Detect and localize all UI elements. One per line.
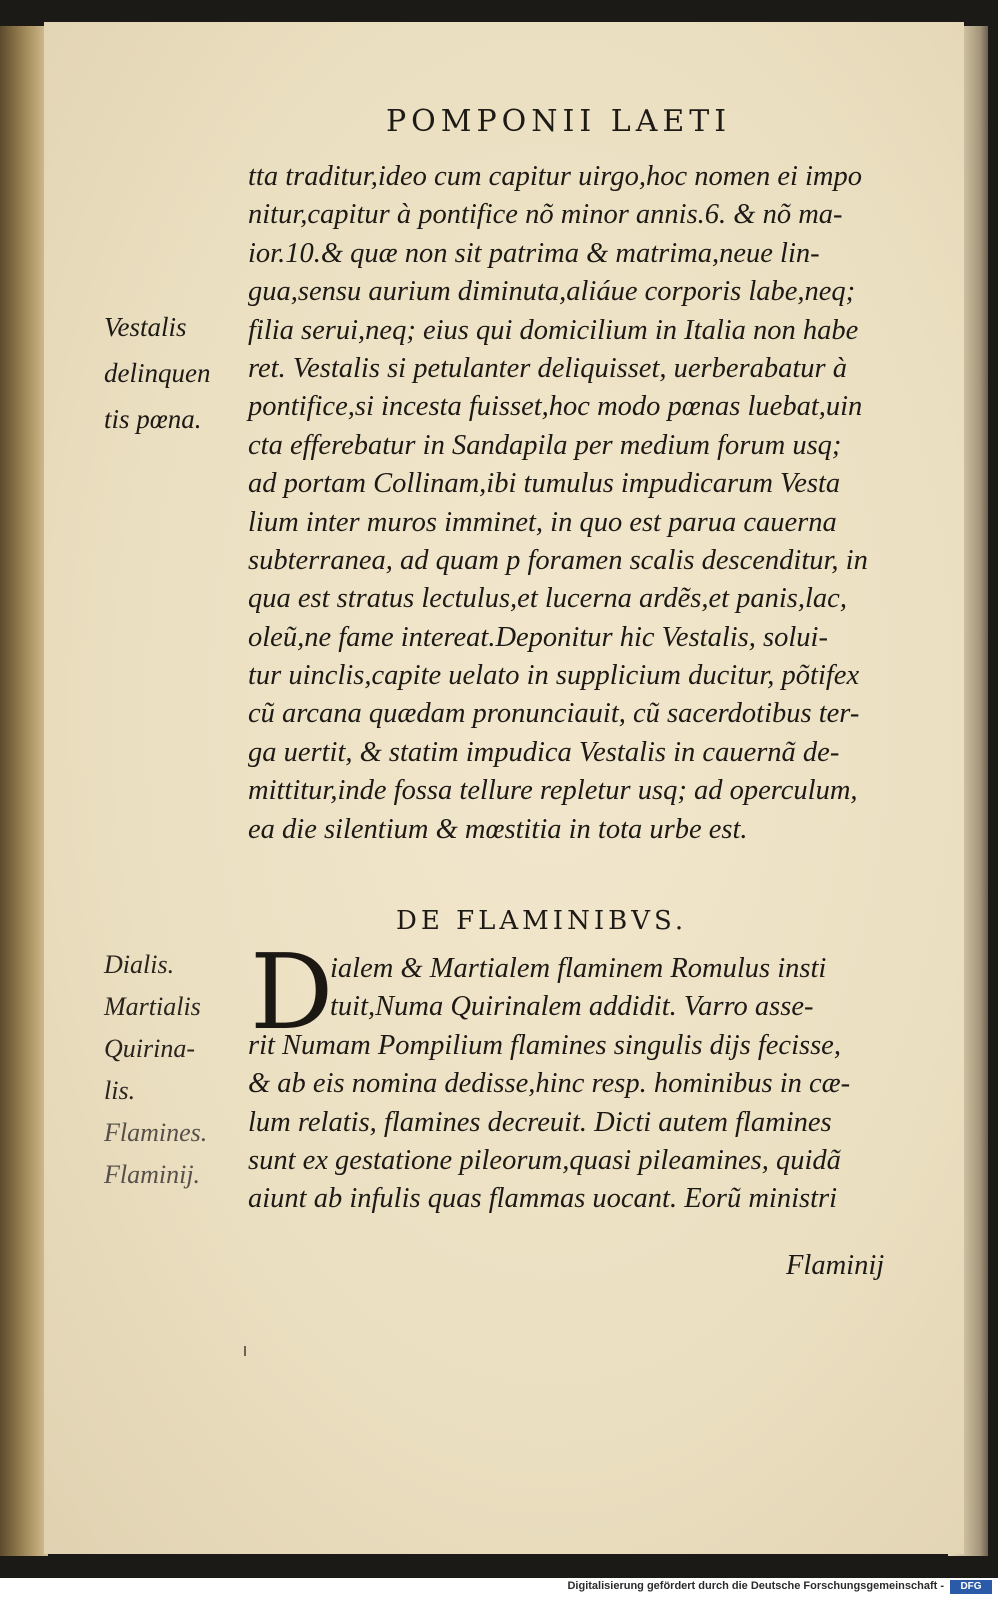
margin-note-line: tis pœna. bbox=[104, 404, 202, 434]
text-line: gua,sensu aurium diminuta,aliáue corporis labe,neq; bbox=[248, 276, 856, 308]
text-line: ad portam Collinam,ibi tumulus impudicarum Vesta bbox=[248, 468, 841, 500]
body-text bbox=[248, 158, 908, 849]
text-line: aiunt ab infulis quas flammas uocant. Eorũ ministri bbox=[248, 1183, 838, 1215]
text-line: ga uertit, & statim impudica Vestalis in cauernã de- bbox=[248, 736, 840, 768]
book-fore-edge bbox=[0, 26, 48, 1556]
text-line: mittitur,inde fossa tellure repletur usq; ad operculum, bbox=[248, 775, 858, 807]
footer-bar bbox=[0, 1578, 1000, 1598]
margin-note-line: Flaminij. bbox=[104, 1160, 201, 1189]
text-line: cta efferebatur in Sandapila per medium forum usq; bbox=[248, 429, 842, 461]
margin-note-line: delinquen bbox=[104, 358, 211, 388]
margin-note-vestalis bbox=[104, 304, 244, 442]
text-line: ialem & Martialem flaminem Romulus insti bbox=[330, 953, 827, 984]
dfg-logo: DFG bbox=[950, 1580, 992, 1594]
text-line: lium inter muros imminet, in quo est parua cauerna bbox=[248, 506, 837, 538]
text-line: oleũ,ne fame intereat.Deponitur hic Vestalis, solui- bbox=[248, 621, 828, 653]
text-line: ior.10.& quæ non sit patrima & matrima,neue lin- bbox=[248, 237, 820, 269]
text-line: qua est stratus lectulus,et lucerna ardẽs,et panis,lac, bbox=[248, 583, 847, 615]
margin-note-line: Dialis. bbox=[104, 950, 175, 979]
margin-notes-flamines bbox=[104, 944, 244, 1196]
text-line: rit Numam Pompilium flamines singulis dijs fecisse, bbox=[248, 1029, 841, 1061]
text-line: ret. Vestalis si petulanter deliquisset, uerberabatur à bbox=[248, 352, 847, 384]
drop-cap-initial: D bbox=[250, 931, 334, 1053]
funding-credit: Digitalisierung gefördert durch die Deutsche Forschungsgemeinschaft - bbox=[567, 1580, 944, 1592]
section-text bbox=[248, 950, 908, 1219]
text-line: & ab eis nomina dedisse,hinc resp. hominibus in cæ- bbox=[248, 1068, 851, 1100]
margin-note-line: Martialis bbox=[104, 992, 201, 1021]
catchword: Flaminij bbox=[786, 1250, 885, 1281]
text-line: pontifice,si incesta fuisset,hoc modo pœnas luebat,uin bbox=[248, 391, 863, 423]
ink-mark bbox=[244, 1346, 246, 1356]
margin-note-line: Flamines. bbox=[104, 1118, 208, 1147]
margin-note-line: lis. bbox=[104, 1076, 136, 1105]
margin-note-line: Quirina- bbox=[104, 1034, 195, 1063]
text-line: tur uinclis,capite uelato in supplicium ducitur, põtifex bbox=[248, 660, 860, 692]
text-line: filia serui,neq; eius qui domicilium in Italia non habe bbox=[248, 314, 859, 346]
text-line: ea die silentium & mœstitia in tota urbe est. bbox=[248, 813, 748, 845]
running-head: POMPONII LAETI bbox=[386, 104, 732, 139]
text-line: nitur,capitur à pontifice nõ minor annis.6. & nõ ma- bbox=[248, 199, 843, 231]
text-line: cũ arcana quædam pronunciauit, cũ sacerdotibus ter- bbox=[248, 698, 860, 730]
text-line: subterranea, ad quam p foramen scalis descenditur, in bbox=[248, 544, 868, 576]
text-line: tta traditur,ideo cum capitur uirgo,hoc nomen ei impo bbox=[248, 161, 863, 192]
section-heading: DE FLAMINIBVS. bbox=[396, 906, 688, 936]
margin-note-line: Vestalis bbox=[104, 312, 187, 342]
text-line: lum relatis, flamines decreuit. Dicti autem flamines bbox=[248, 1106, 832, 1138]
text-line: sunt ex gestatione pileorum,quasi pileamines, quidã bbox=[248, 1144, 841, 1176]
text-line: tuit,Numa Quirinalem addidit. Varro asse- bbox=[330, 991, 814, 1023]
